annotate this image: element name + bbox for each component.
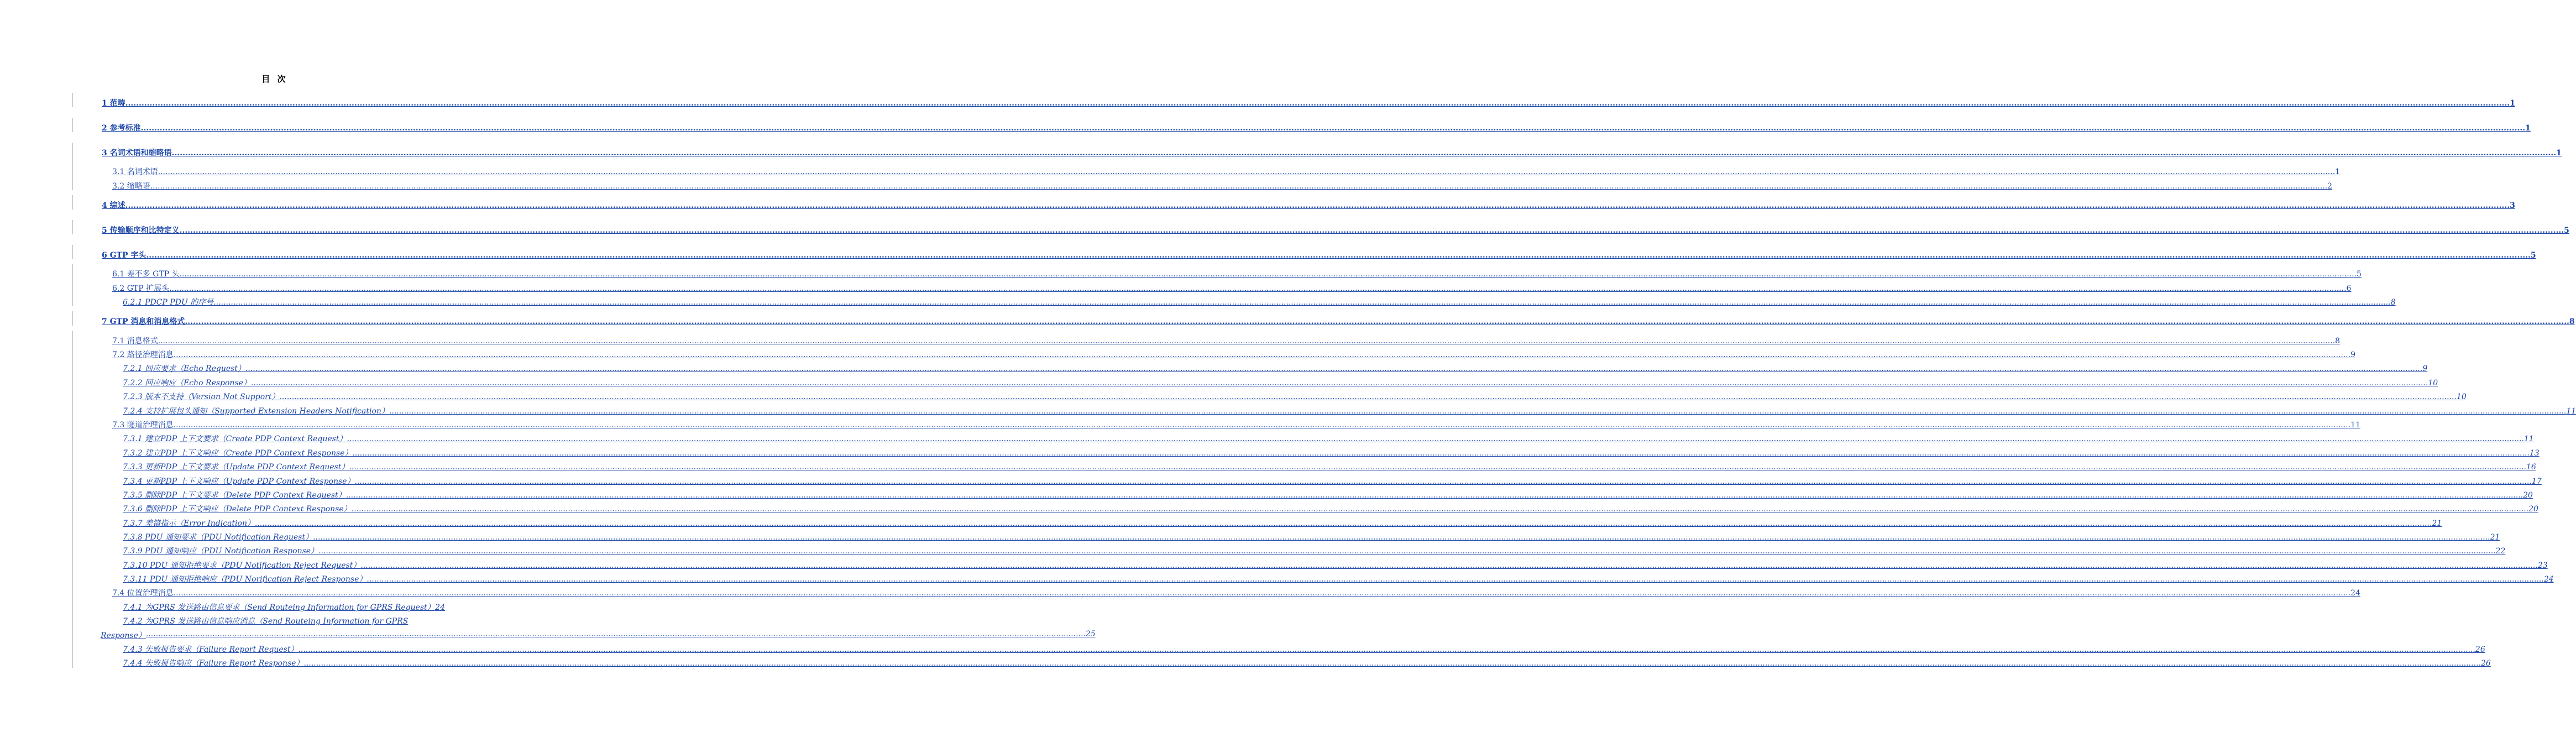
toc-entry-7-4-1[interactable]: 7.4.1 为GPRS 发送路由信息要求（Send Routeing Information for GPRS Request） ..... 24 [123, 601, 445, 613]
toc-entry-7-2-1[interactable]: 7.2.1 回应要求（Echo Request） ..... 9 [123, 363, 445, 374]
toc-entry-7-4-4[interactable]: 7.4.4 失败报告响应（Failure Report Response） ..... 26 [123, 657, 445, 668]
toc-entry-3[interactable]: 3 名词术语和缩略语 ..... 1 [102, 147, 445, 158]
toc-entry-7-4-2-cont[interactable]: Response） .............................................................................................................................................................................................................................................................................................................................................................................................. 25 [101, 630, 1096, 640]
toc-entry-6-2-1[interactable]: 6.2.1 PDCP PDU 的序号 ..... 8 [123, 296, 445, 307]
toc-entry-7-2-4[interactable]: 7.2.4 支持扩展包头通知（Supported Extension Headers Notification） ..... 11 [123, 405, 445, 416]
toc-entry-7-3-1[interactable]: 7.3.1 建立PDP 上下文要求（Create PDP Context Request） ..... 11 [123, 433, 445, 444]
toc-entry-7-3-9[interactable]: 7.3.9 PDU 通知响应（PDU Notification Response） ..... 22 [123, 545, 445, 556]
toc-entry-7-2-3[interactable]: 7.2.3 版本不支持（Version Not Support） ..... 10 [123, 391, 445, 402]
toc-entry-7-3-11[interactable]: 7.3.11 PDU 通知拒绝响应（PDU Norification Reject Response） ..... 24 [123, 573, 445, 584]
margin-bar [72, 143, 73, 190]
toc-entry-3-2[interactable]: 3.2 缩略语 ..... 2 [112, 180, 445, 191]
toc-entry-7-3-7[interactable]: 7.3.7 差错指示（Error Indication） ..... 21 [123, 517, 445, 529]
margin-bar [72, 195, 73, 210]
toc-entry-6-2[interactable]: 6.2 GTP 扩展头 ..... 6 [112, 282, 445, 294]
toc-entry-6-1[interactable]: 6.1 差不多 GTP 头 ..... 5 [112, 268, 445, 279]
toc-entry-7-1[interactable]: 7.1 消息格式 ..... 8 [112, 335, 445, 346]
margin-bar [72, 331, 73, 668]
toc-entry-7-2-2[interactable]: 7.2.2 回应响应（Echo Response） ..... 10 [123, 377, 445, 388]
margin-bar [72, 93, 73, 107]
margin-bar [72, 118, 73, 132]
margin-bar [72, 311, 73, 326]
toc-entry-1[interactable]: 1 范畴 ..... 1 [102, 97, 445, 108]
toc-entry-7-4-3[interactable]: 7.4.3 失败报告要求（Failure Report Request） ..... 26 [123, 643, 445, 655]
toc-entry-7-3-2[interactable]: 7.3.2 建立PDP 上下文响应（Create PDP Context Response） ..... 13 [123, 447, 445, 458]
toc-entry-7-3-4[interactable]: 7.3.4 更新PDP 上下文响应（Update PDP Context Response） ..... 17 [123, 475, 445, 486]
toc-entry-7-3-5[interactable]: 7.3.5 删除PDP 上下文要求（Delete PDP Context Request） ..... 20 [123, 489, 445, 500]
toc-entry-7-3-6[interactable]: 7.3.6 删除PDP 上下文响应（Delete PDP Context Response） ..... 20 [123, 503, 445, 514]
toc-entry-7-3[interactable]: 7.3 隧道治理消息 ..... 11 [112, 419, 445, 430]
margin-bar [72, 245, 73, 259]
toc-entry-7-4[interactable]: 7.4 位置治理消息 ..... 24 [112, 587, 445, 598]
toc-entry-6[interactable]: 6 GTP 字头 ..... 5 [102, 249, 445, 260]
margin-bar [72, 220, 73, 234]
toc-entry-4[interactable]: 4 综述 ..... 3 [102, 200, 445, 211]
toc-entry-5[interactable]: 5 传输顺序和比特定义 ..... 5 [102, 224, 445, 236]
toc-entry-7-4-2[interactable]: 7.4.2 为GPRS 发送路由信息响应消息（Send Routeing Information for GPRS [123, 617, 409, 626]
toc-entry-7-3-10[interactable]: 7.3.10 PDU 通知拒绝要求（PDU Notification Reject Request） ..... 23 [123, 559, 445, 571]
toc-entry-7[interactable]: 7 GTP 消息和消息格式 ..... 8 [102, 316, 445, 327]
page-title: 目 次 [261, 74, 288, 84]
margin-bar [72, 264, 73, 306]
toc-entry-2[interactable]: 2 参考标准 ..... 1 [102, 122, 445, 133]
toc-entry-7-2[interactable]: 7.2 路径治理消息 ..... 9 [112, 349, 445, 360]
toc-entry-7-3-8[interactable]: 7.3.8 PDU 通知要求（PDU Notification Request） ..... 21 [123, 531, 445, 542]
toc-entry-7-3-3[interactable]: 7.3.3 更新PDP 上下文要求（Update PDP Context Request） ..... 16 [123, 461, 445, 472]
toc-entry-3-1[interactable]: 3.1 名词术语 ..... 1 [112, 166, 445, 177]
